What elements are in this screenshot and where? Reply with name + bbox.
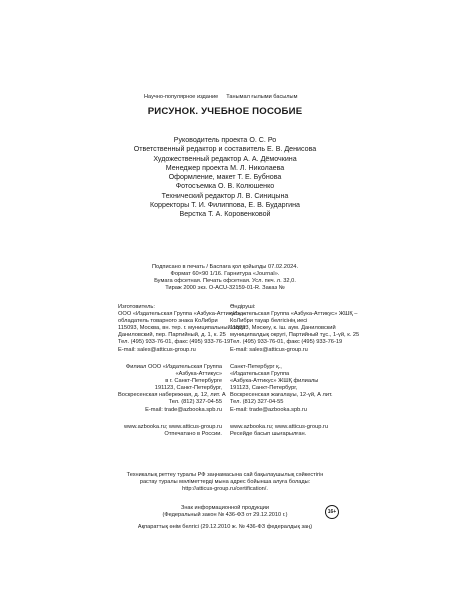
infomark-line: (Федеральный закон № 436-ФЗ от 29.12.2010 г.) [162, 512, 288, 519]
credit-line: Менеджер проекта М. Л. Николаева [165, 163, 285, 172]
print-line: Подписано в печать / Баспаға қол қойылды 07.02.2024. [151, 264, 299, 270]
edition-type-kz: Танымал ғылыми басылым [226, 94, 298, 100]
web-kz-line: Ресейде басып шығарылған. [230, 431, 307, 438]
manufacturer-ru-line: E-mail: sales@atticus-group.ru [118, 346, 196, 353]
manufacturer-ru-line: Изготовитель: [118, 304, 155, 310]
manufacturer-kz [230, 304, 359, 354]
web-ru [118, 424, 222, 438]
manufacturer-kz-line: «Издательская Группа «Азбука-Аттикус» ЖШҚ – [230, 311, 358, 318]
branch-ru-line: 191123, Санкт-Петербург, [154, 385, 222, 392]
branch-kz-line: E-mail: trade@azbooka.spb.ru [230, 406, 307, 413]
manufacturer-kz-line: муниципалдық округі, Партийный тұс., 1-үй, к. 25 [230, 332, 360, 339]
kz-info-line: Ақпараттық өнім белгісі (29.12.2010 ж. № 436-ФЗ федералдық заң) [137, 524, 313, 530]
credit-line: Руководитель проекта О. С. Ро [173, 136, 277, 144]
certification-notice [0, 472, 450, 493]
print-info [0, 264, 450, 292]
credit-line: Корректоры Т. И. Филиппова, Е. В. Бударгина [149, 201, 300, 210]
age-rating-icon: 16+ [325, 505, 339, 519]
manufacturer-ru-line: 115093, Москва, вн. тер. г. муниципальный округ [118, 325, 246, 332]
manufacturer-kz-line: E-mail: sales@atticus-group.ru [230, 346, 308, 353]
branch-kz-line: Воскресенская жағалауы, 12-үй, А лит. [230, 392, 333, 399]
branch-ru-line: Тел. (812) 327-04-55 [168, 399, 222, 406]
book-title: РИСУНОК. УЧЕБНОЕ ПОСОБИЕ [147, 106, 303, 117]
info-mark [0, 505, 450, 519]
kz-info-mark [0, 524, 450, 531]
branch-kz-line: «Азбука-Аттикус» ЖШҚ филиалы [230, 378, 319, 385]
web-kz [230, 424, 328, 438]
branch-ru-line: E-mail: trade@azbooka.spb.ru [145, 406, 222, 413]
branch-kz-line: Тел. (812) 327-04-55 [230, 399, 284, 406]
branch-ru-line: «Азбука-Аттикус» [175, 371, 222, 378]
manufacturer-kz-line: 115093, Мәскеу, к. іш. аум. Даниловский [230, 325, 336, 332]
manufacturer-kz-line: КоЛибри тауар белгісінің иесі [230, 318, 308, 325]
print-line: Тираж 2000 экз. О-ACU-32159-01-R. Заказ № [165, 285, 285, 292]
legal-line: http://atticus-group.ru/certification/. [182, 486, 268, 493]
credit-line: Фотосъемка О. В. Колюшенко [175, 182, 275, 191]
legal-line: Техникалық реттеу туралы РФ заңнамасына сай бақылаушылық сәйкестігін [126, 472, 324, 478]
legal-line: растау туралы мәліметтерді мына адрес бойынша алуға болады: [139, 479, 311, 486]
credit-line: Технический редактор Л. В. Синицына [161, 191, 289, 200]
branch-kz-line: «Издательская Группа [230, 371, 290, 378]
header-labels [144, 94, 297, 101]
infomark-line: Знак информационной продукции [180, 505, 270, 511]
credit-line: Ответственный редактор и составитель Е. В. Денисова [133, 145, 317, 154]
web-ru-line: Отпечатано в России. [164, 431, 222, 438]
web-ru-line: www.azbooka.ru; www.atticus-group.ru [124, 424, 222, 430]
manufacturer-ru-line: Тел. (495) 933-76-01, факс (495) 933-76-19 [118, 339, 231, 346]
manufacturer-kz-line: Өндіруші: [230, 304, 256, 310]
branch-kz-line: Санкт-Петербург қ., [230, 364, 282, 370]
manufacturer-ru-line: ООО «Издательская Группа «Азбука-Аттикус» – [118, 311, 245, 318]
web-kz-line: www.azbooka.ru; www.atticus-group.ru [230, 424, 328, 430]
credits-list [0, 136, 450, 220]
manufacturer-ru-line: Даниловский, пер. Партийный, д. 1, к. 25 [118, 332, 226, 339]
branch-ru [118, 364, 226, 414]
branch-ru-line: Филиал ООО «Издательская Группа [125, 364, 222, 370]
manufacturer-ru-line: обладатель товарного знака КоЛибри [118, 318, 218, 325]
credit-line: Художественный редактор А. А. Дёмочкина [153, 154, 297, 163]
branch-ru-line: в г. Санкт-Петербурге [165, 378, 222, 385]
print-line: Формат 60×90 1/16. Гарнитура «Journal». [170, 271, 280, 278]
edition-type-ru: Научно-популярное издание [144, 94, 219, 100]
manufacturer-kz-line: Тел. (495) 933-76-01, факс (495) 933-76-19 [230, 339, 343, 346]
branch-ru-line: Воскресенская набережная, д. 12, лит. А [118, 392, 226, 399]
credit-line: Верстка Т. А. Коровенковой [179, 210, 271, 219]
branch-kz-line: 191123, Санкт-Петербург, [230, 385, 298, 392]
print-line: Бумага офсетная. Печать офсетная. Усл. печ. л. 32,0. [154, 278, 296, 285]
manufacturer-ru [118, 304, 246, 354]
credit-line: Оформление, макет Т. Е. Бубнова [168, 173, 282, 182]
branch-kz [230, 364, 333, 414]
